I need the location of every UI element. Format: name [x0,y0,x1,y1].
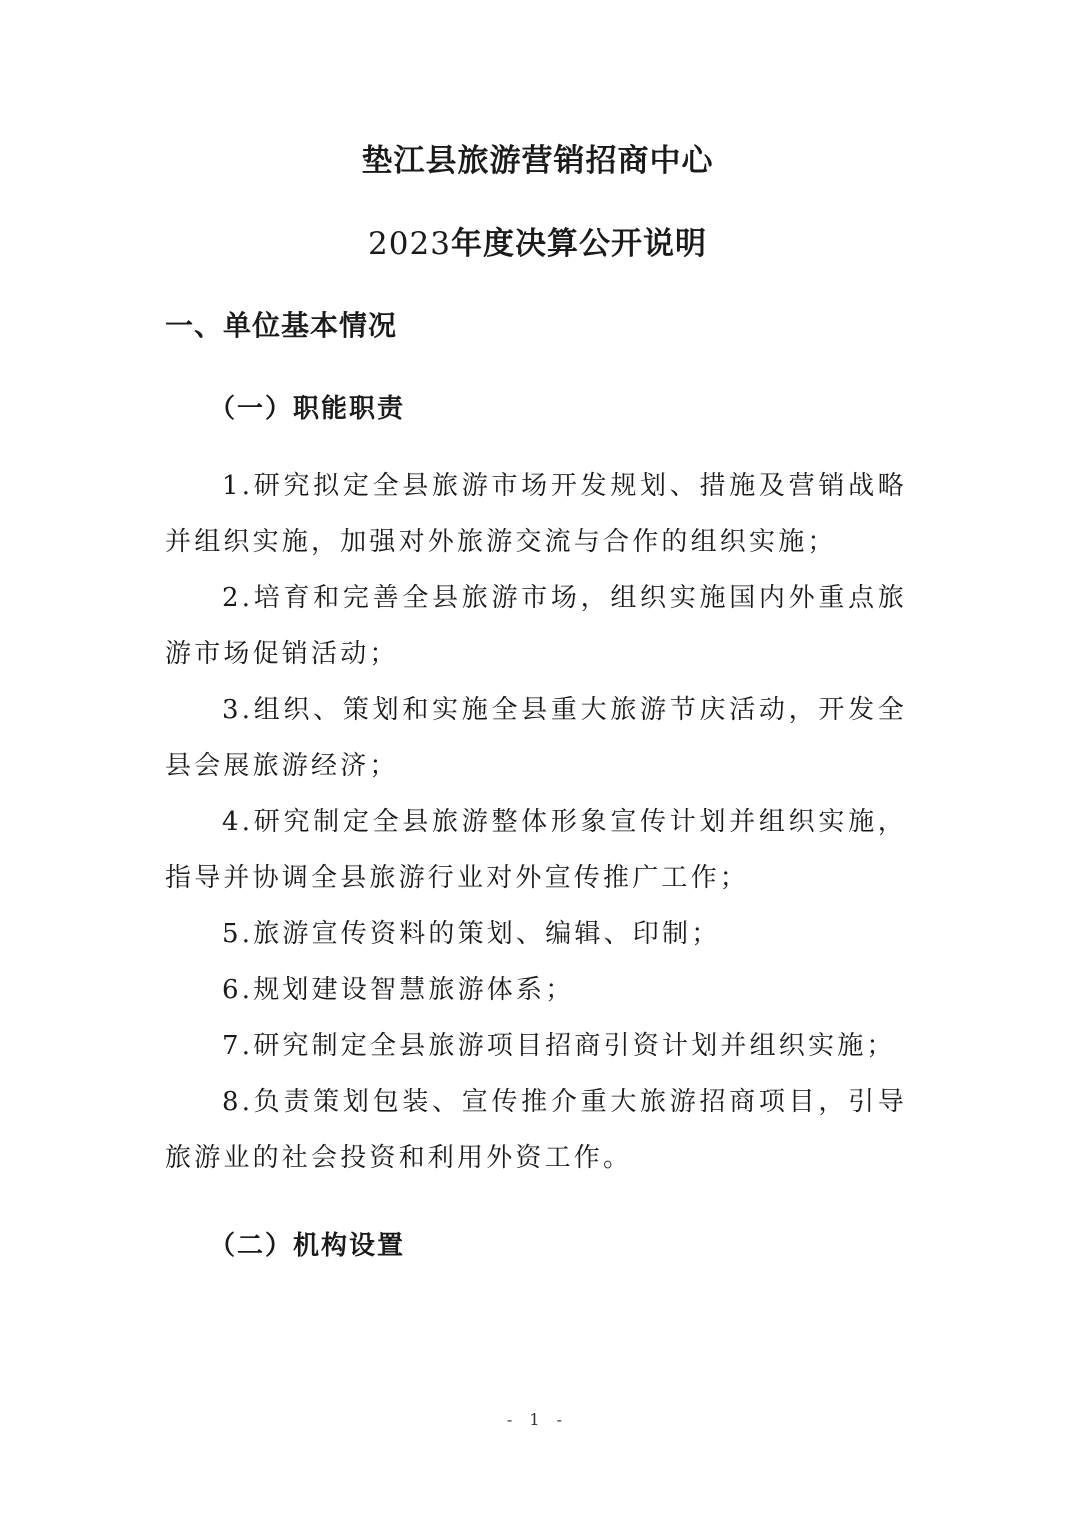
duty-item: 8.负责策划包装、宣传推介重大旅游招商项目，引导旅游业的社会投资和利用外资工作。 [165,1087,907,1173]
subtitle-text: 年度决算公开说明 [450,226,707,262]
duty-item: 1.研究拟定全县旅游市场开发规划、措施及营销战略并组织实施，加强对外旅游交流与合作的组织实施； [165,471,907,557]
page-number: - 1 - [506,1410,569,1429]
duty-item: 4.研究制定全县旅游整体形象宣传计划并组织实施，指导并协调全县旅游行业对外宣传推广工作； [165,807,907,893]
document-subtitle [0,218,1075,263]
duties-list [165,458,907,1186]
document-title: 垫江县旅游营销招商中心 [361,143,714,179]
subtitle-year: 2023 [368,226,451,262]
subsection-heading-duties: （一）职能职责 [209,394,406,424]
section-heading-basic-info: 一、单位基本情况 [165,309,398,342]
duty-item: 3.组织、策划和实施全县重大旅游节庆活动，开发全县会展旅游经济； [165,695,907,781]
subsection-heading-organization: （二）机构设置 [209,1231,406,1261]
duty-item: 2.培育和完善全县旅游市场，组织实施国内外重点旅游市场促销活动； [165,583,907,669]
duty-item: 5.旅游宣传资料的策划、编辑、印制； [222,919,721,949]
duty-item: 7.研究制定全县旅游项目招商引资计划并组织实施； [222,1031,896,1061]
duty-item: 6.规划建设智慧旅游体系； [222,975,575,1005]
